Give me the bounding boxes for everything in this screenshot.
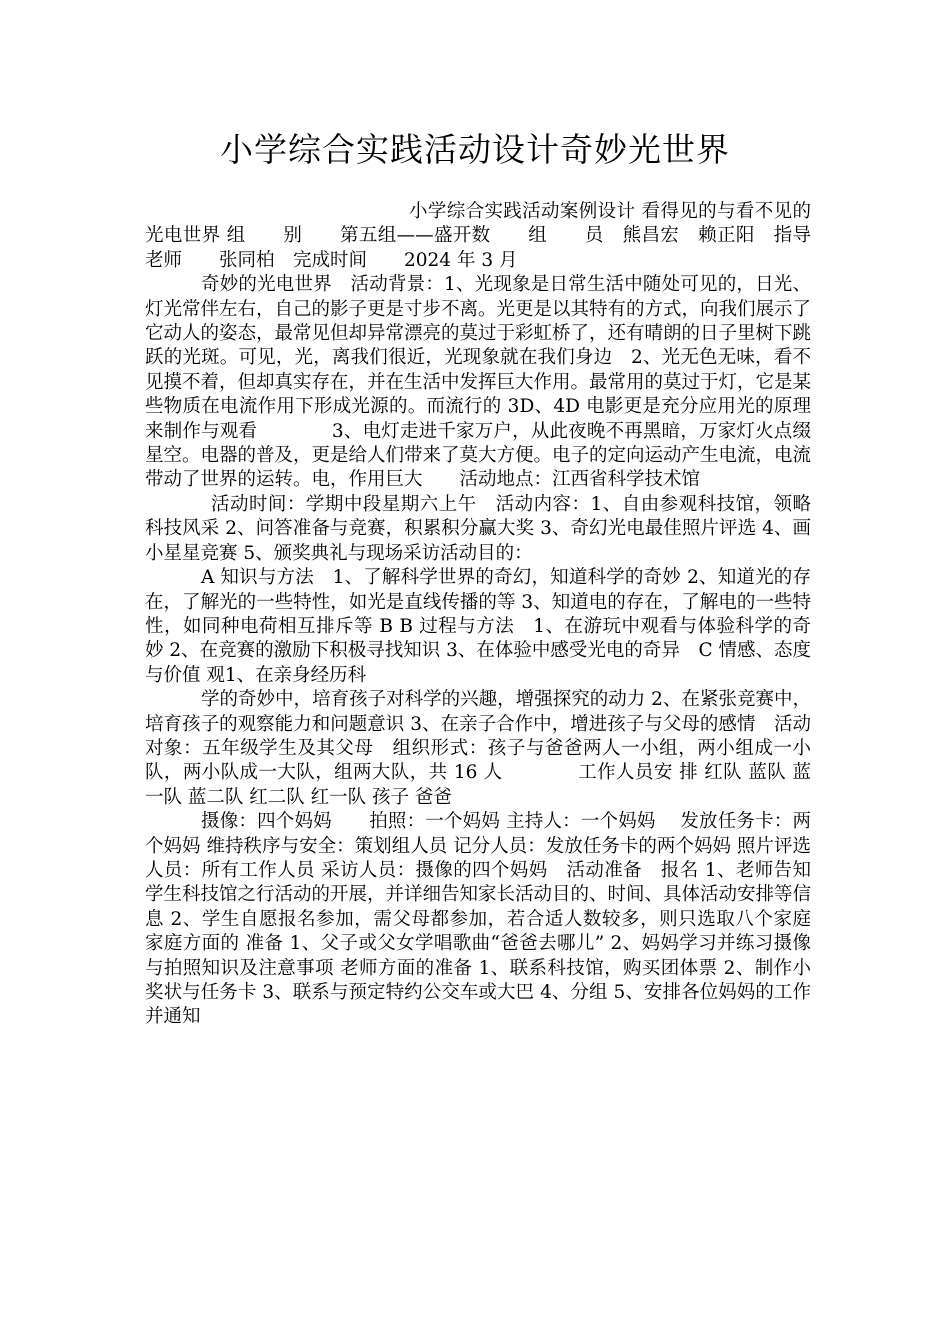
paragraph-time-content: 活动时间：学期中段星期六上午 活动内容：1、自由参观科技馆，领略科技风采 2、问答准备与竞赛，积累积分赢大奖 3、奇幻光电最佳照片评选 4、画小星星竞赛 5、颁奖典礼与现场采访活动目的： (145, 493, 811, 564)
paragraph-background: 奇妙的光电世界 活动背景：1、光现象是日常生活中随处可见的，日光、灯光常伴左右，自己的影子更是寸步不离。光更是以其特有的方式，向我们展示了它动人的姿态，最常见但却异常漂亮的莫过于彩虹桥了，还有晴朗的日子里树下跳跃的光斑。可见，光，离我们很近，光现象就在我们身边 2、光无色无味，看不见摸不着，但却真实存在，并在生活中发挥巨大作用。最常用的莫过于灯，它是某些物质在电流作用下形成光源的。而流行的 3D、4D 电影更是充分应用光的原理来制作与观看 3、电灯走进千家万户，从此夜晚不再黑暗，万家灯火点缀星空。电器的普及，更是给人们带来了莫大方便。电子的定向运动产生电流，电流带动了世界的运转。电，作用巨大 活动地点：江西省科学技术馆 (145, 274, 812, 491)
document-title: 小学综合实践活动设计奇妙光世界 (220, 130, 730, 169)
paragraph-preparation: 摄像：四个妈妈 拍照：一个妈妈 主持人：一个妈妈 发放任务卡：两个妈妈 维持秩序与安全：策划组人员 记分人员：发放任务卡的两个妈妈 照片评选人员：所有工作人员 采访人员：摄像的四个妈妈 活动准备 报名 1、老师告知学生科技馆之行活动的开展，并详细告知家长活动目的、时间、具体活动安排等信息 2、学生自愿报名参加，需父母都参加，若合适人数较多，则只选取八个家庭 家庭方面的 准备 1、父子或父女学唱歌曲“爸爸去哪儿” 2、妈妈学习并练习摄像与拍照知识及注意事项 老师方面的准备 1、联系科技馆，购买团体票 2、制作小奖状与任务卡 3、联系与预定特约公交车或大巴 4、分组 5、安排各位妈妈的工作并通知 (145, 811, 812, 1028)
paragraph-goals: A 知识与方法 1、了解科学世界的奇幻，知道科学的奇妙 2、知道光的存在，了解光的一些特性，如光是直线传播的等 3、知道电的存在，了解电的一些特性，如同种电荷相互排斥等 B B 过程与方法 1、在游玩中观看与体验科学的奇妙 2、在竞赛的激励下积极寻找知识 3、在体验中感受光电的奇异 C 情感、态度与价值 观1、在亲身经历科 (145, 567, 811, 686)
document-body (145, 200, 811, 1030)
paragraph-project-info: 小学综合实践活动案例设计 看得见的与看不见的光电世界 组 别 第五组——盛开数 组 员 熊昌宏 赖正阳 指导老师 张同柏 完成时间 2024 年 3 月 (145, 201, 811, 271)
paragraph-participants: 学的奇妙中，培育孩子对科学的兴趣，增强探究的动力 2、在紧张竞赛中，培育孩子的观察能力和问题意识 3、在亲子合作中，增进孩子与父母的感情 活动对象：五年级学生及其父母 组织形式：孩子与爸爸两人一小组，两小组成一小队，两小队成一大队，组两大队，共 16 人 工作人员安 排 红队 蓝队 蓝一队 蓝二队 红二队 红一队 孩子 爸爸 (145, 689, 811, 808)
